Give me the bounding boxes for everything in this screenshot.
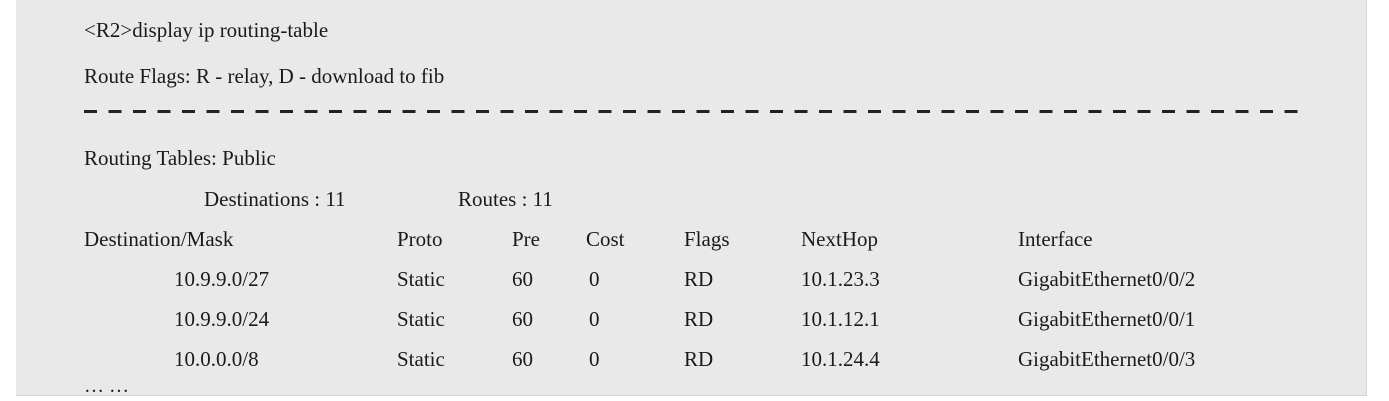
row-destination: 10.0.0.0/8: [174, 347, 259, 371]
row-cost: 0: [589, 347, 600, 371]
row-interface: GigabitEthernet0/0/2: [1018, 267, 1196, 291]
row-pre: 60: [512, 307, 533, 331]
header-cost: Cost: [586, 227, 625, 251]
row-nexthop: 10.1.23.3: [801, 267, 880, 291]
row-proto: Static: [397, 267, 445, 291]
row-interface: GigabitEthernet0/0/3: [1018, 347, 1196, 371]
row-proto: Static: [397, 307, 445, 331]
separator-dashes: [84, 110, 1302, 113]
row-destination: 10.9.9.0/27: [174, 267, 270, 291]
row-flags: RD: [684, 347, 714, 371]
route-flags-line: Route Flags: R - relay, D - download to fib: [84, 64, 445, 88]
row-cost: 0: [589, 267, 600, 291]
header-proto: Proto: [397, 227, 443, 251]
header-destination-mask: Destination/Mask: [84, 227, 234, 251]
row-proto: Static: [397, 347, 445, 371]
row-nexthop: 10.1.24.4: [801, 347, 880, 371]
destinations-count: Destinations : 11: [204, 187, 346, 211]
row-pre: 60: [512, 347, 533, 371]
header-interface: Interface: [1018, 227, 1093, 251]
row-interface: GigabitEthernet0/0/1: [1018, 307, 1196, 331]
row-flags: RD: [684, 307, 714, 331]
header-pre: Pre: [512, 227, 540, 251]
terminal-output: [16, 0, 1367, 396]
command-line: <R2>display ip routing-table: [84, 18, 329, 42]
row-pre: 60: [512, 267, 533, 291]
routes-count: Routes : 11: [458, 187, 553, 211]
row-flags: RD: [684, 267, 714, 291]
row-nexthop: 10.1.12.1: [801, 307, 880, 331]
routing-tables-title: Routing Tables: Public: [84, 146, 276, 170]
row-cost: 0: [589, 307, 600, 331]
row-destination: 10.9.9.0/24: [174, 307, 270, 331]
header-flags: Flags: [684, 227, 730, 251]
ellipsis-more: … …: [84, 375, 129, 397]
header-nexthop: NextHop: [801, 227, 878, 251]
